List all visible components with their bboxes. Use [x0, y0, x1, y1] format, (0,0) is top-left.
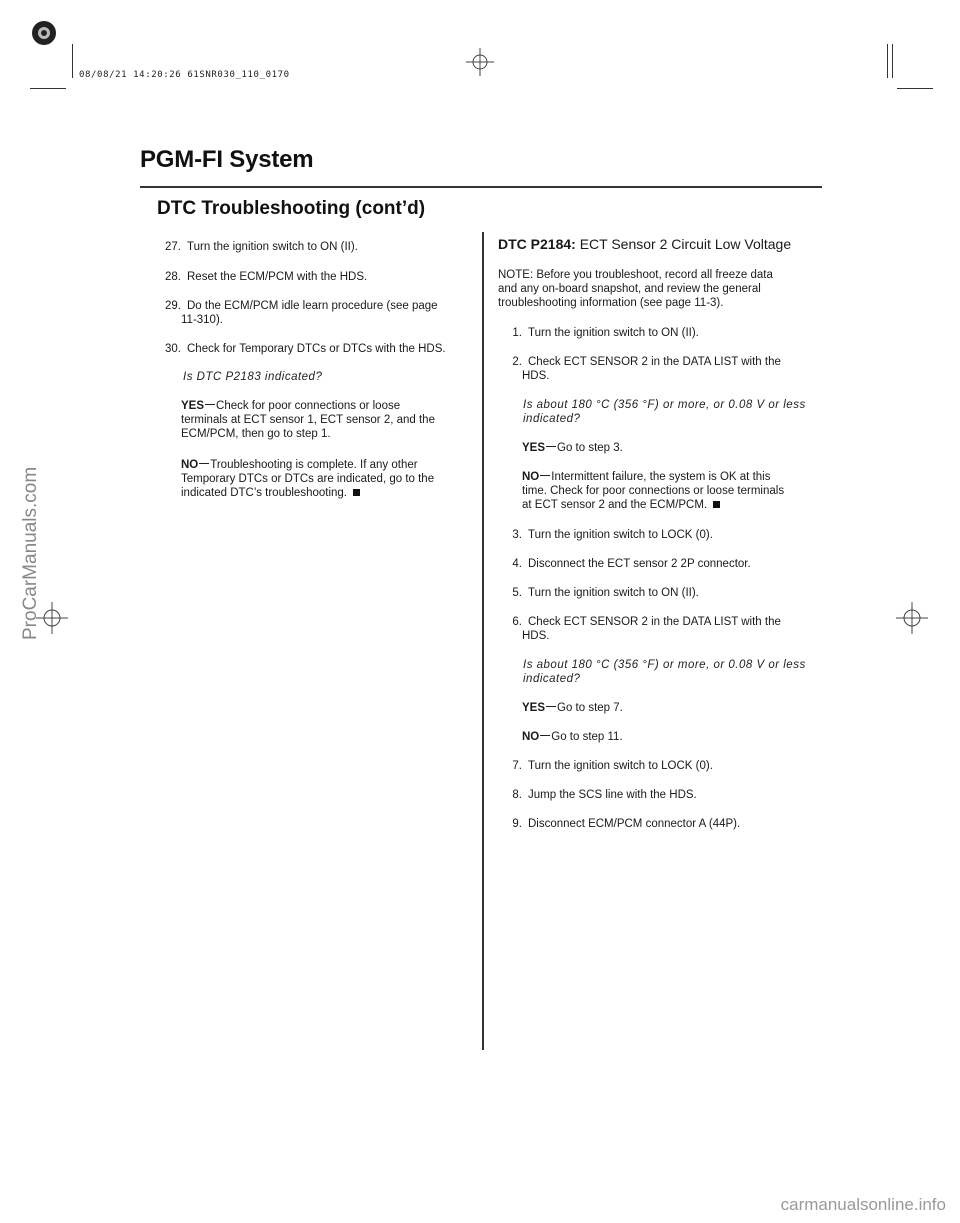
- crop-mark: [72, 44, 73, 78]
- dash: [546, 446, 556, 447]
- step-number: 30.: [165, 343, 181, 355]
- step-number: 8.: [512, 789, 522, 801]
- step-number: 1.: [512, 327, 522, 339]
- no-text: Intermittent failure, the system is OK at this: [551, 471, 771, 483]
- step-5: [498, 586, 699, 600]
- step-3: [498, 528, 713, 542]
- dash: [546, 706, 556, 707]
- step-text: Turn the ignition switch to ON (II).: [528, 587, 699, 599]
- step-1: [498, 326, 699, 340]
- step-29: [157, 299, 438, 313]
- dash: [205, 404, 215, 405]
- yes2-branch: [522, 701, 623, 715]
- step-number: 4.: [512, 558, 522, 570]
- no-branch-line3: [181, 486, 360, 500]
- step-text: Turn the ignition switch to ON (II).: [528, 327, 699, 339]
- step-number: 9.: [512, 818, 522, 830]
- step-text: Disconnect the ECT sensor 2 2P connector.: [528, 558, 751, 570]
- yes-text: Check for poor connections or loose: [216, 400, 401, 412]
- step-text: Reset the ECM/PCM with the HDS.: [187, 271, 368, 283]
- step-8: [498, 788, 697, 802]
- registration-target-top-left: [31, 20, 57, 46]
- step-text: Check ECT SENSOR 2 in the DATA LIST with the: [528, 356, 781, 368]
- note-line2: and any on-board snapshot, and review the general: [498, 283, 761, 295]
- header-rule: [140, 186, 822, 188]
- step-text: Check for Temporary DTCs or DTCs with the HDS.: [187, 343, 446, 355]
- step-number: 3.: [512, 529, 522, 541]
- no1-branch-line3: [522, 498, 720, 512]
- no1-branch-line2: time. Check for poor connections or loose terminals: [522, 485, 785, 497]
- no-branch-line2: Temporary DTCs or DTCs are indicated, go to the: [181, 473, 435, 485]
- no1-branch: [522, 470, 770, 484]
- no-label: NO: [522, 731, 540, 743]
- yes-label: YES: [522, 702, 546, 714]
- end-mark-icon: [353, 489, 360, 496]
- step-29-continued: 11-310).: [181, 314, 223, 326]
- step-27: [157, 240, 358, 254]
- no-branch: [181, 458, 418, 472]
- crop-mark: [892, 44, 893, 78]
- note-line1: NOTE: Before you troubleshoot, record all freeze data: [498, 269, 773, 281]
- section-title: PGM-FI System: [140, 146, 314, 173]
- yes-branch: [181, 399, 400, 413]
- yes-label: YES: [181, 400, 205, 412]
- step-2-continued: HDS.: [522, 370, 550, 382]
- question-1-line1: Is about 180 °C (356 °F) or more, or 0.08 V or less: [523, 399, 806, 411]
- step-text: Do the ECM/PCM idle learn procedure (see page: [187, 300, 438, 312]
- yes-text: Go to step 3.: [557, 442, 623, 454]
- step-text: Turn the ignition switch to ON (II).: [187, 241, 358, 253]
- crop-mark: [30, 88, 66, 89]
- step-2: [498, 355, 781, 369]
- step-number: 28.: [165, 271, 181, 283]
- no-text: indicated DTC’s troubleshooting.: [181, 487, 347, 499]
- step-9: [498, 817, 740, 831]
- step-text: Jump the SCS line with the HDS.: [528, 789, 697, 801]
- bottom-watermark: carmanualsonline.info: [780, 1195, 946, 1214]
- step-number: 29.: [165, 300, 181, 312]
- registration-crosshair-right: [896, 602, 928, 634]
- step-text: Turn the ignition switch to LOCK (0).: [528, 760, 713, 772]
- step-text: Check ECT SENSOR 2 in the DATA LIST with the: [528, 616, 781, 628]
- no-text: Go to step 11.: [551, 731, 623, 743]
- question-2-line1: Is about 180 °C (356 °F) or more, or 0.08 V or less: [523, 659, 806, 671]
- dtc-heading: [498, 236, 791, 252]
- dtc-code: DTC P2184:: [498, 236, 576, 252]
- yes-text: Go to step 7.: [557, 702, 623, 714]
- step-7: [498, 759, 713, 773]
- step-6: [498, 615, 781, 629]
- no-label: NO: [522, 471, 540, 483]
- yes-branch-line2: terminals at ECT sensor 1, ECT sensor 2, and the: [181, 414, 435, 426]
- column-divider: [482, 232, 484, 1050]
- dash: [540, 735, 550, 736]
- step-28: [157, 270, 367, 284]
- step-number: 27.: [165, 241, 181, 253]
- end-mark-icon: [713, 501, 720, 508]
- dash: [199, 463, 209, 464]
- dtc-title: ECT Sensor 2 Circuit Low Voltage: [579, 236, 792, 252]
- step-4: [498, 557, 751, 571]
- step-number: 6.: [512, 616, 522, 628]
- side-watermark: ProCarManuals.com: [20, 466, 41, 640]
- subsection-title: DTC Troubleshooting (cont’d): [157, 198, 426, 219]
- registration-crosshair-top: [466, 48, 494, 76]
- step-number: 2.: [512, 356, 522, 368]
- yes-label: YES: [522, 442, 546, 454]
- step-30: [157, 342, 446, 356]
- note-line3: troubleshooting information (see page 11-3).: [498, 297, 724, 309]
- no-text: Troubleshooting is complete. If any other: [210, 459, 418, 471]
- yes-branch-line3: ECM/PCM, then go to step 1.: [181, 428, 331, 440]
- crop-mark: [897, 88, 933, 89]
- no-text: at ECT sensor 2 and the ECM/PCM.: [522, 499, 708, 511]
- dash: [540, 475, 550, 476]
- no-label: NO: [181, 459, 199, 471]
- question-1-line2: indicated?: [523, 413, 581, 425]
- step-text: Turn the ignition switch to LOCK (0).: [528, 529, 713, 541]
- step-number: 5.: [512, 587, 522, 599]
- step-number: 7.: [512, 760, 522, 772]
- question-2-line2: indicated?: [523, 673, 581, 685]
- print-stamp: 08/08/21 14:20:26 61SNR030_110_0170: [79, 70, 290, 80]
- no2-branch: [522, 730, 623, 744]
- step-text: Disconnect ECM/PCM connector A (44P).: [528, 818, 741, 830]
- yes1-branch: [522, 441, 623, 455]
- question-p2183: Is DTC P2183 indicated?: [183, 371, 323, 383]
- step-6-continued: HDS.: [522, 630, 550, 642]
- crop-mark: [887, 44, 888, 78]
